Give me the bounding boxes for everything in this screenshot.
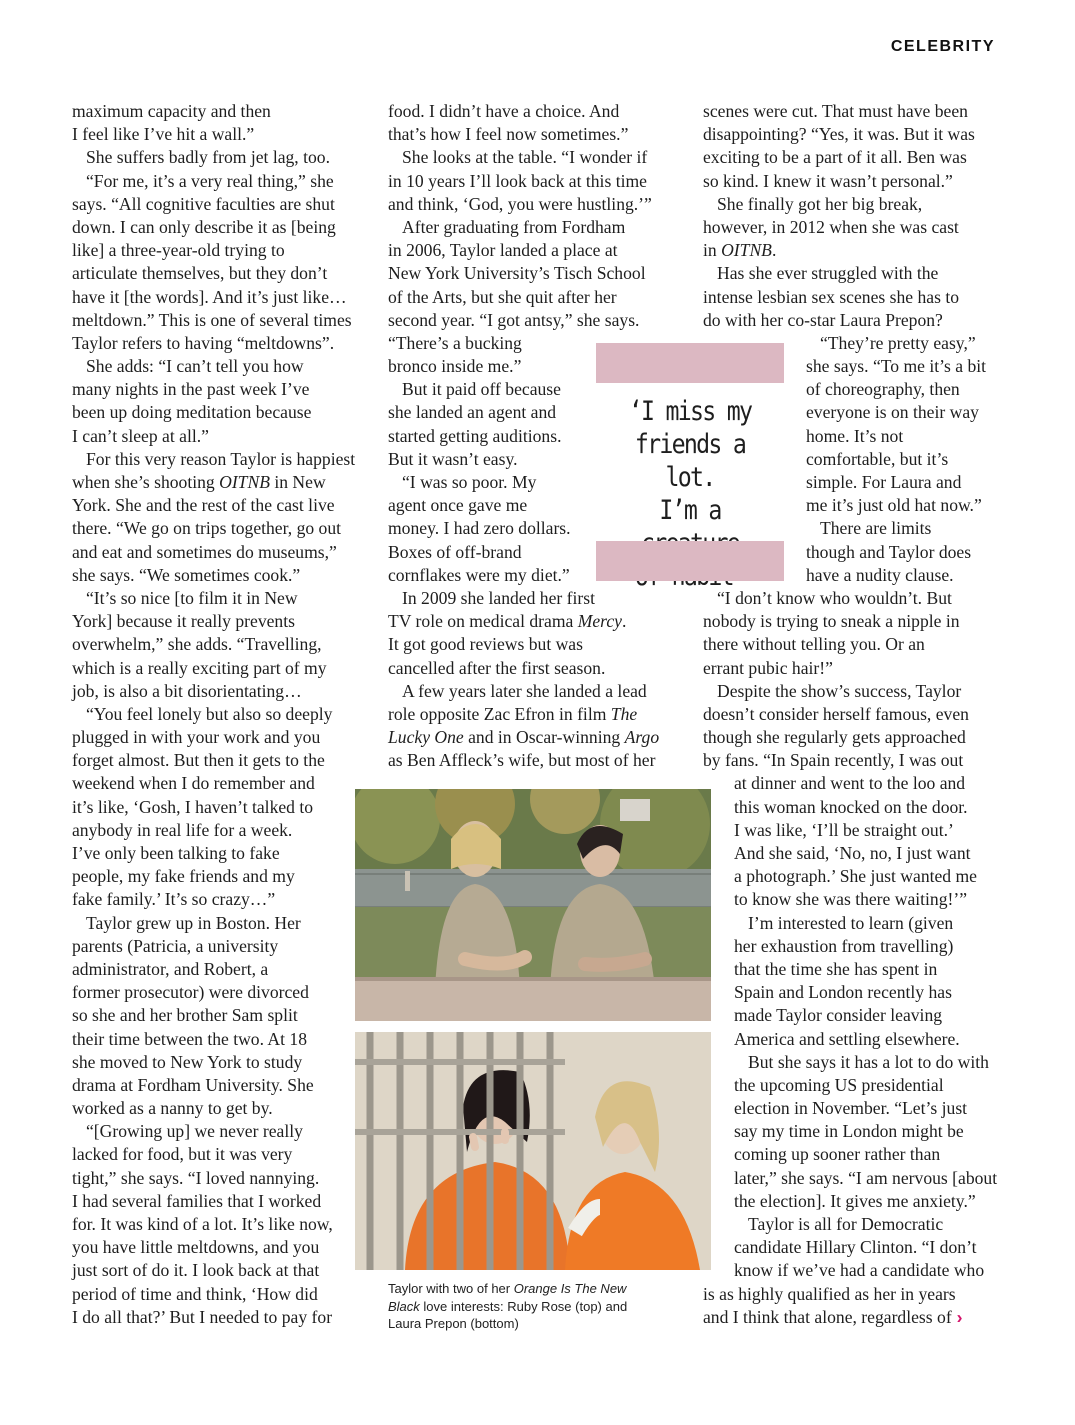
photo-illustration-park xyxy=(355,789,711,1021)
article-line: have it [the words]. And it’s just like… xyxy=(72,286,347,307)
article-line: coming up sooner rather than xyxy=(734,1144,941,1165)
article-line: intense lesbian sex scenes she has to xyxy=(703,286,960,307)
article-line: She looks at the table. “I wonder if xyxy=(402,147,648,168)
article-line: say my time in London might be xyxy=(734,1121,964,1142)
article-line: articulate themselves, but they don’t xyxy=(72,263,328,284)
article-line: people, my fake friends and my xyxy=(72,866,295,887)
article-line: which is a really exciting part of my xyxy=(72,657,327,678)
article-line: food. I didn’t have a choice. And xyxy=(388,101,620,121)
article-line: I can’t sleep at all.” xyxy=(72,425,209,446)
article-line: many nights in the past week I’ve xyxy=(72,379,310,400)
article-line: however, in 2012 when she was cast xyxy=(703,216,959,237)
article-line: York. She and the rest of the cast live xyxy=(72,495,335,516)
article-line: fake family.’ It’s so crazy…” xyxy=(72,889,276,910)
caption-line-3: Laura Prepon (bottom) xyxy=(388,1316,519,1331)
article-line: though and Taylor does xyxy=(806,541,972,562)
caption-show-title: Orange Is The New xyxy=(513,1281,627,1296)
article-line: as Ben Affleck’s wife, but most of her xyxy=(388,750,656,771)
article-line: been up doing meditation because xyxy=(72,402,312,423)
article-line: know if we’ve had a candidate who xyxy=(734,1260,985,1281)
article-line: I feel like I’ve hit a wall.” xyxy=(72,124,255,145)
article-line: that the time she has spent in xyxy=(734,958,938,979)
article-line: Has she ever struggled with the xyxy=(717,263,939,284)
article-line: weekend when I do remember and xyxy=(72,773,315,794)
article-line: “It’s so nice [to film it in New xyxy=(86,587,298,608)
article-line: cornflakes were my diet.” xyxy=(388,564,570,585)
article-line: New York University’s Tisch School xyxy=(388,263,646,284)
article-line: everyone is on their way xyxy=(806,402,979,423)
photo-caption xyxy=(388,1280,688,1333)
article-line: job, is also a bit disorientating… xyxy=(72,680,302,701)
article-line: Boxes of off-brand xyxy=(388,541,522,562)
article-line: it’s like, ‘Gosh, I haven’t talked to xyxy=(72,796,314,817)
article-line: and eat and sometimes do museums,” xyxy=(72,541,337,562)
article-line: that’s how I feel now sometimes.” xyxy=(388,124,629,145)
article-line: Taylor grew up in Boston. Her xyxy=(86,912,301,933)
article-line: drama at Fordham University. She xyxy=(72,1074,314,1095)
article-line: for. It was kind of a lot. It’s like now, xyxy=(72,1214,333,1234)
article-line: I had several families that I worked xyxy=(72,1190,322,1211)
article-line: errant pubic hair!” xyxy=(703,657,833,678)
article-line: nobody is trying to sneak a nipple in xyxy=(703,611,960,632)
article-line: TV role on medical drama Mercy. xyxy=(388,611,627,632)
article-line: later,” she says. “I am nervous [about xyxy=(734,1167,998,1188)
article-line: she says. “We sometimes cook.” xyxy=(72,564,301,585)
article-line: After graduating from Fordham xyxy=(402,216,626,237)
article-line: She finally got her big break, xyxy=(717,193,923,214)
article-line: you have little meltdowns, and you xyxy=(72,1237,320,1258)
photo-taylor-ruby-rose xyxy=(355,789,711,1021)
article-line: “I don’t know who wouldn’t. But xyxy=(717,587,952,608)
article-line: I’ve only been talking to fake xyxy=(72,843,280,863)
article-line: tight,” she says. “I loved nannying. xyxy=(72,1167,320,1188)
photo-taylor-laura-prepon xyxy=(355,1032,711,1270)
pull-quote xyxy=(596,343,784,581)
article-line: Taylor refers to having “meltdowns”. xyxy=(72,332,335,353)
pull-quote-line: friends a lot. xyxy=(634,429,746,493)
article-line: just sort of do it. I look back at that xyxy=(72,1260,320,1281)
article-line: when she’s shooting OITNB in New xyxy=(72,472,326,492)
section-label: CELEBRITY xyxy=(890,38,995,55)
article-line: at dinner and went to the loo and xyxy=(734,773,966,794)
article-line: I do all that?’ But I needed to pay for xyxy=(72,1306,333,1327)
article-line: A few years later she landed a lead xyxy=(402,680,647,701)
article-line: For this very reason Taylor is happiest xyxy=(86,448,356,469)
article-line: have a nudity clause. xyxy=(806,564,954,585)
article-line: lacked for food, but it was very xyxy=(72,1144,293,1165)
article-line: I was like, ‘I’ll be straight out.’ xyxy=(734,819,954,840)
article-line: down. I can only describe it as [being xyxy=(72,216,336,237)
article-line: me it’s just old hat now.” xyxy=(806,495,982,516)
article-column-3 xyxy=(703,100,1003,1329)
pull-quote-bar-bottom xyxy=(596,541,784,581)
continue-arrow-icon: › xyxy=(951,1306,963,1327)
article-line: and I think that alone, regardless of › xyxy=(703,1306,963,1327)
article-line: Taylor is all for Democratic xyxy=(748,1214,944,1234)
caption-text: love interests: Ruby Rose (top) and xyxy=(419,1298,628,1314)
article-line: Spain and London recently has xyxy=(734,982,952,1003)
article-line: so kind. I knew it wasn’t personal.” xyxy=(703,170,953,191)
article-line: though she regularly gets approached xyxy=(703,727,966,748)
article-line: home. It’s not xyxy=(806,425,904,446)
article-line: candidate Hillary Clinton. “I don’t xyxy=(734,1237,977,1258)
article-line: parents (Patricia, a university xyxy=(72,935,279,956)
article-line: in 2006, Taylor landed a place at xyxy=(388,240,618,261)
article-line: so she and her brother Sam split xyxy=(72,1005,298,1026)
article-line: there. “We go on trips together, go out xyxy=(72,518,342,539)
article-line: York] because it really prevents xyxy=(72,611,295,632)
article-line: this woman knocked on the door. xyxy=(734,796,968,817)
article-line: simple. For Laura and xyxy=(806,472,962,492)
article-line: “You feel lonely but also so deeply xyxy=(86,703,333,724)
article-line: like] a three-year-old trying to xyxy=(72,240,285,261)
article-line: “They’re pretty easy,” xyxy=(820,332,976,353)
article-line: period of time and think, ‘How did xyxy=(72,1283,318,1304)
article-line: she landed an agent and xyxy=(388,402,557,423)
pull-quote-line: ‘I miss my xyxy=(628,396,752,427)
article-line: “There’s a bucking xyxy=(388,332,522,353)
article-line: her exhaustion from travelling) xyxy=(734,935,954,956)
article-line: meltdown.” This is one of several times xyxy=(72,309,352,330)
article-line: worked as a nanny to get by. xyxy=(72,1098,273,1119)
article-line: “For me, it’s a very real thing,” she xyxy=(86,170,334,191)
article-line: cancelled after the first season. xyxy=(388,657,606,678)
article-line: I’m interested to learn (given xyxy=(748,912,954,933)
article-line: of choreography, then xyxy=(806,379,960,400)
article-line: And she said, ‘No, no, I just want xyxy=(734,843,971,863)
article-line: to know she was there waiting!’” xyxy=(734,889,968,910)
article-line: In 2009 she landed her first xyxy=(402,587,595,608)
article-line: maximum capacity and then xyxy=(72,101,271,121)
article-line: says. “All cognitive faculties are shut xyxy=(72,193,335,214)
article-line: there without telling you. Or an xyxy=(703,634,925,655)
article-line: comfortable, but it’s xyxy=(806,448,949,469)
article-line: It got good reviews but was xyxy=(388,634,583,655)
pull-quote-bar-top xyxy=(596,343,784,383)
article-line: There are limits xyxy=(820,518,932,539)
article-line: plugged in with your work and you xyxy=(72,727,321,748)
article-line: bronco inside me.” xyxy=(388,356,522,377)
article-line: But it paid off because xyxy=(402,379,561,400)
article-line: overwhelm,” she adds. “Travelling, xyxy=(72,634,322,655)
article-line: agent once gave me xyxy=(388,495,528,516)
article-line: exciting to be a part of it all. Ben was xyxy=(703,147,967,168)
article-line: made Taylor consider leaving xyxy=(734,1005,943,1026)
article-line: scenes were cut. That must have been xyxy=(703,101,968,121)
article-line: America and settling elsewhere. xyxy=(734,1028,960,1049)
article-line: “[Growing up] we never really xyxy=(86,1121,303,1142)
article-line: the election]. It gives me anxiety.” xyxy=(734,1190,976,1211)
photo-illustration-prison xyxy=(355,1032,711,1270)
article-line: in 10 years I’ll look back at this time xyxy=(388,170,647,191)
pull-quote-line: I’m a xyxy=(659,495,721,526)
article-line: by fans. “In Spain recently, I was out xyxy=(703,750,964,771)
article-line: But it wasn’t easy. xyxy=(388,448,518,469)
article-line: doesn’t consider herself famous, even xyxy=(703,703,969,724)
article-column-1 xyxy=(72,100,362,1329)
article-line: forget almost. But then it gets to the xyxy=(72,750,325,771)
article-line: role opposite Zac Efron in film The xyxy=(388,703,638,724)
article-line: the upcoming US presidential xyxy=(734,1074,944,1095)
article-line: she says. “To me it’s a bit xyxy=(806,356,987,377)
article-line: second year. “I got antsy,” she says. xyxy=(388,309,640,330)
article-line: in OITNB. xyxy=(703,240,777,261)
article-line: and think, ‘God, you were hustling.’” xyxy=(388,193,652,214)
article-line: But she says it has a lot to do with xyxy=(748,1051,989,1072)
article-line: Despite the show’s success, Taylor xyxy=(717,680,962,701)
article-line: She suffers badly from jet lag, too. xyxy=(86,147,330,168)
caption-line-2 xyxy=(388,1298,688,1316)
article-line: money. I had zero dollars. xyxy=(388,518,571,539)
article-line: She adds: “I can’t tell you how xyxy=(86,356,304,377)
article-line: disappointing? “Yes, it was. But it was xyxy=(703,124,975,145)
article-line: do with her co-star Laura Prepon? xyxy=(703,309,943,330)
article-line: she moved to New York to study xyxy=(72,1051,303,1072)
article-line: anybody in real life for a week. xyxy=(72,819,293,840)
article-line: administrator, and Robert, a xyxy=(72,958,269,979)
article-line: their time between the two. At 18 xyxy=(72,1028,308,1049)
article-line: started getting auditions. xyxy=(388,425,562,446)
article-line: a photograph.’ She just wanted me xyxy=(734,866,977,887)
article-line: Lucky One and in Oscar-winning Argo xyxy=(388,727,660,748)
caption-text: Taylor with two of her xyxy=(388,1281,514,1296)
caption-show-title-end: Black xyxy=(388,1298,420,1314)
article-line: is as highly qualified as her in years xyxy=(703,1283,956,1304)
article-line: former prosecutor) were divorced xyxy=(72,982,309,1003)
article-line: “I was so poor. My xyxy=(402,472,537,492)
article-line: election in November. “Let’s just xyxy=(734,1098,968,1119)
caption-line-1 xyxy=(388,1280,688,1298)
article-line: of the Arts, but she quit after her xyxy=(388,286,617,307)
